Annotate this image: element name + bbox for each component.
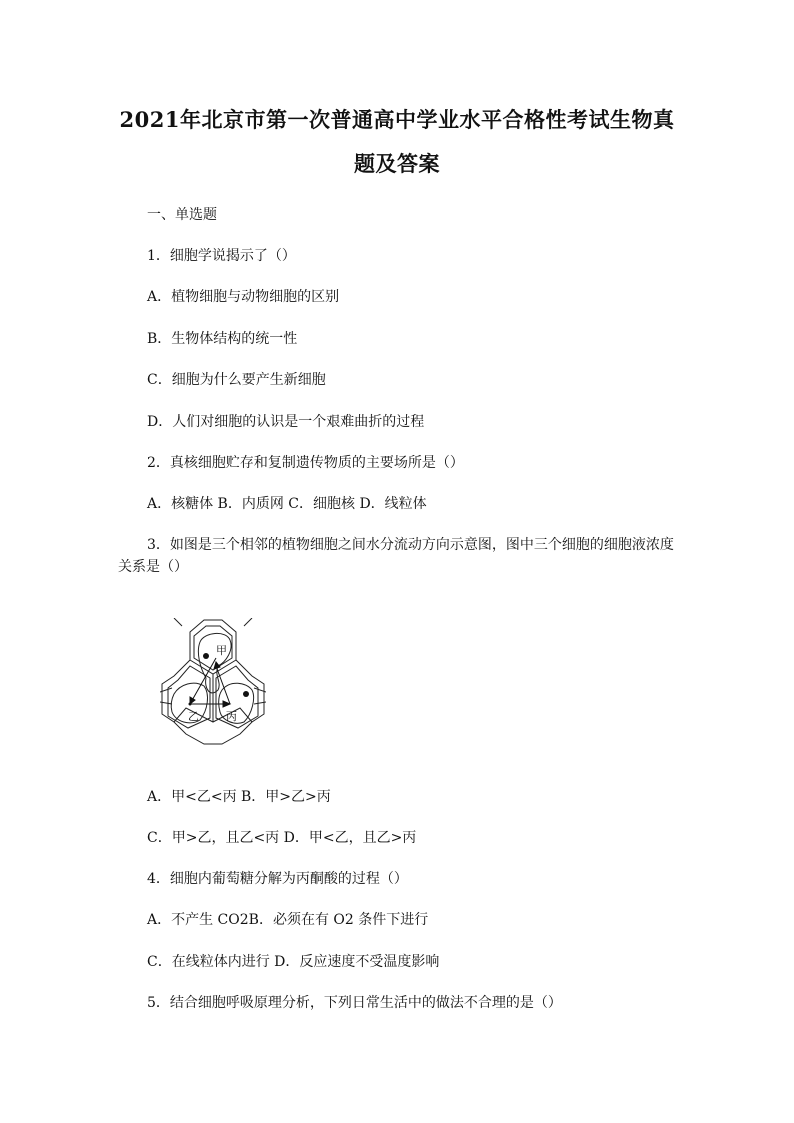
nucleus-yi [189,703,192,706]
question-2-stem: 2．真核细胞贮存和复制遗传物质的主要场所是（） [147,455,464,471]
question-4-options-cd: C．在线粒体内进行 D．反应速度不受温度影响 [147,954,440,970]
question-4-options-ab: A．不产生 CO2B．必须在有 O2 条件下进行 [147,912,429,928]
question-4-stem: 4．细胞内葡萄糖分解为丙酮酸的过程（） [147,871,408,887]
cell-diagram-svg [160,618,266,746]
section-heading: 一、单选题 [147,207,217,223]
question-1-option-b: B．生物体结构的统一性 [147,331,298,347]
arrow-bing-to-jia-head [214,662,220,669]
question-3-stem [118,534,678,578]
question-1-option-d: D．人们对细胞的认识是一个艰难曲折的过程 [147,414,425,430]
label-bing: 丙 [226,710,237,723]
question-1-option-c: C．细胞为什么要产生新细胞 [147,372,326,388]
cell-water-flow-figure [160,618,266,746]
label-yi: 乙 [188,710,199,723]
question-2-options: A．核糖体 B．内质网 C．细胞核 D．线粒体 [147,496,427,512]
question-1-stem: 1．细胞学说揭示了（） [147,248,296,264]
question-3-options-cd: C．甲>乙，且乙<丙 D．甲<乙，且乙>丙 [147,830,417,846]
question-5-stem: 5．结合细胞呼吸原理分析，下列日常生活中的做法不合理的是（） [147,995,562,1011]
document-title-line-2: 题及答案 [354,151,440,176]
question-3-options-ab: A．甲<乙<丙 B．甲>乙>丙 [147,789,331,805]
document-title-line-1: 2021年北京市第一次普通高中学业水平合格性考试生物真 [119,107,675,132]
arrow-jia-to-yi [190,658,216,704]
cell-jia-protoplast [198,633,231,692]
nucleus-jia [203,653,209,659]
nucleus-bing [243,691,249,697]
label-jia: 甲 [216,644,227,657]
honeycomb-inner-walls [174,632,252,722]
question-1-option-a: A．植物细胞与动物细胞的区别 [147,289,340,305]
question-3-stem-text: 3．如图是三个相邻的植物细胞之间水分流动方向示意图，图中三个细胞的细胞液浓度关系是（） [118,537,674,575]
